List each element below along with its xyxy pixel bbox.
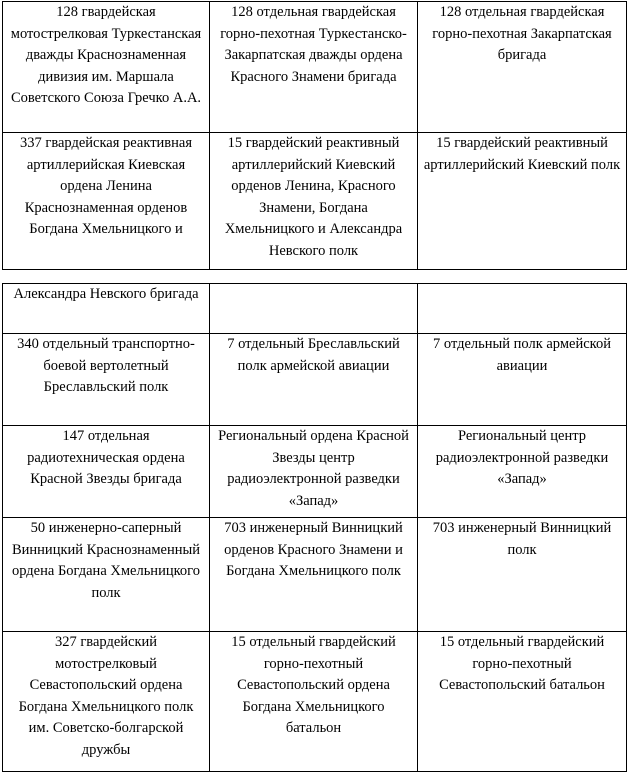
table-cell: 50 инженерно-саперный Винницкий Краснознаменный ордена Богдана Хмельницкого полк xyxy=(3,518,210,632)
table-cell: 128 гвардейская мотострелковая Туркестанская дважды Краснознаменная дивизия им. Маршала Советского Союза Гречко А.А. xyxy=(3,2,210,133)
table-cell: 7 отдельный полк армейской авиации xyxy=(418,334,627,426)
table-row xyxy=(3,334,627,426)
table-row xyxy=(3,632,627,772)
table-cell: 15 отдельный гвардейский горно-пехотный Севастопольский ордена Богдана Хмельницкого батальон xyxy=(210,632,418,772)
table-row xyxy=(3,2,627,133)
table-cell: 128 отдельная гвардейская горно-пехотная Туркестанско-Закарпатская дважды ордена Красного Знамени бригада xyxy=(210,2,418,133)
table-cell xyxy=(418,284,627,334)
table-cell: Региональный ордена Красной Звезды центр радиоэлектронной разведки «Запад» xyxy=(210,426,418,518)
table-cell: 703 инженерный Винницкий полк xyxy=(418,518,627,632)
table-cell: 340 отдельный транспортно-боевой вертолетный Бреславльский полк xyxy=(3,334,210,426)
table-cell: 703 инженерный Винницкий орденов Красного Знамени и Богдана Хмельницкого полк xyxy=(210,518,418,632)
table-cell xyxy=(210,284,418,334)
table-cell: Региональный центр радиоэлектронной разведки «Запад» xyxy=(418,426,627,518)
table-cell: 147 отдельная радиотехническая ордена Красной Звезды бригада xyxy=(3,426,210,518)
table-cell: 128 отдельная гвардейская горно-пехотная Закарпатская бригада xyxy=(418,2,627,133)
table-cell: 7 отдельный Бреславльский полк армейской авиации xyxy=(210,334,418,426)
table-row xyxy=(3,426,627,518)
table-row xyxy=(3,518,627,632)
table-row xyxy=(3,284,627,334)
units-table-part-1 xyxy=(2,1,627,270)
table-cell: 337 гвардейская реактивная артиллерийская Киевская ордена Ленина Краснознаменная орденов Богдана Хмельницкого и xyxy=(3,133,210,270)
table-cell: 15 отдельный гвардейский горно-пехотный Севастопольский батальон xyxy=(418,632,627,772)
table-cell: 327 гвардейский мотострелковый Севастопольский ордена Богдана Хмельницкого полк им. Советско-болгарской дружбы xyxy=(3,632,210,772)
table-row xyxy=(3,133,627,270)
table-cell: Александра Невского бригада xyxy=(3,284,210,334)
units-table-part-2 xyxy=(2,283,627,772)
table-cell: 15 гвардейский реактивный артиллерийский Киевский орденов Ленина, Красного Знамени, Богдана Хмельницкого и Александра Невского полк xyxy=(210,133,418,270)
table-cell: 15 гвардейский реактивный артиллерийский Киевский полк xyxy=(418,133,627,270)
